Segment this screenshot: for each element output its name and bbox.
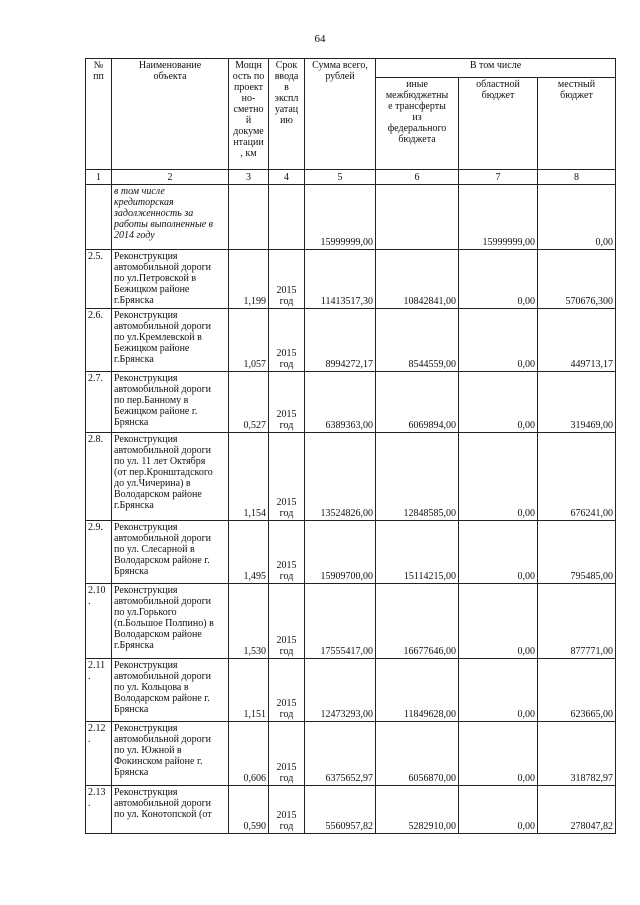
- federal-value: 6069894,00: [376, 372, 459, 433]
- row-number: 2.11 .: [86, 659, 112, 722]
- table-row: [86, 521, 616, 584]
- col-number: 6: [376, 170, 459, 185]
- deadline-value: 2015 год: [269, 722, 305, 786]
- federal-value: 16677646,00: [376, 584, 459, 659]
- deadline-value: 2015 год: [269, 786, 305, 834]
- capacity-value: 1,154: [229, 433, 269, 521]
- federal-value: 8544559,00: [376, 309, 459, 372]
- capacity-value: 1,530: [229, 584, 269, 659]
- header-including: В том числе: [376, 59, 616, 78]
- deadline-value: 2015 год: [269, 584, 305, 659]
- local-value: 449713,17: [538, 309, 616, 372]
- federal-value: 10842841,00: [376, 250, 459, 309]
- regional-value: 0,00: [459, 659, 538, 722]
- table-row: [86, 250, 616, 309]
- total-value: 11413517,30: [305, 250, 376, 309]
- local-value: 795485,00: [538, 521, 616, 584]
- col-number: 3: [229, 170, 269, 185]
- header-name: Наименование объекта: [112, 59, 229, 170]
- local-value: 318782,97: [538, 722, 616, 786]
- header-federal: иные межбюджетны е трансферты из федерального бюджета: [376, 78, 459, 170]
- col-number: 1: [86, 170, 112, 185]
- object-name: Реконструкция автомобильной дороги по ул.Горького (п.Большое Полпино) в Володарском районе г.Брянска: [112, 584, 229, 659]
- col-number: 7: [459, 170, 538, 185]
- federal-value: 11849628,00: [376, 659, 459, 722]
- regional-value: 0,00: [459, 584, 538, 659]
- federal-value: 5282910,00: [376, 786, 459, 834]
- table-row: [86, 433, 616, 521]
- header-total: Сумма всего, рублей: [305, 59, 376, 170]
- total-value: 8994272,17: [305, 309, 376, 372]
- total-value: 13524826,00: [305, 433, 376, 521]
- row-number: 2.9.: [86, 521, 112, 584]
- header-deadline: Срок ввода в экспл уатац ию: [269, 59, 305, 170]
- local-value: 570676,300: [538, 250, 616, 309]
- col-number: 5: [305, 170, 376, 185]
- local-value: 676241,00: [538, 433, 616, 521]
- total-value: 17555417,00: [305, 584, 376, 659]
- local-value: 319469,00: [538, 372, 616, 433]
- object-name: в том числе кредиторская задолженность за работы выполненные в 2014 году: [112, 185, 229, 250]
- col-number: 4: [269, 170, 305, 185]
- regional-value: 0,00: [459, 372, 538, 433]
- row-number: 2.5.: [86, 250, 112, 309]
- col-number: 8: [538, 170, 616, 185]
- table-row: [86, 185, 616, 250]
- row-number: 2.13 .: [86, 786, 112, 834]
- capacity-value: 0,590: [229, 786, 269, 834]
- row-number: 2.10 .: [86, 584, 112, 659]
- table-row: [86, 722, 616, 786]
- local-value: 877771,00: [538, 584, 616, 659]
- row-number: 2.6.: [86, 309, 112, 372]
- capacity-value: 0,606: [229, 722, 269, 786]
- regional-value: 0,00: [459, 521, 538, 584]
- object-name: Реконструкция автомобильной дороги по пер.Банному в Бежицком районе г. Брянска: [112, 372, 229, 433]
- local-value: 278047,82: [538, 786, 616, 834]
- row-number: 2.12 .: [86, 722, 112, 786]
- total-value: 15909700,00: [305, 521, 376, 584]
- header-local: местный бюджет: [538, 78, 616, 170]
- table-row: [86, 372, 616, 433]
- regional-value: 0,00: [459, 250, 538, 309]
- federal-value: 15114215,00: [376, 521, 459, 584]
- deadline-value: 2015 год: [269, 372, 305, 433]
- deadline-value: 2015 год: [269, 659, 305, 722]
- header-no: № пп: [86, 59, 112, 170]
- object-name: Реконструкция автомобильной дороги по ул. Конотопской (от: [112, 786, 229, 834]
- total-value: 6375652,97: [305, 722, 376, 786]
- object-name: Реконструкция автомобильной дороги по ул. Кольцова в Володарском районе г. Брянска: [112, 659, 229, 722]
- table-row: [86, 659, 616, 722]
- deadline-value: [269, 185, 305, 250]
- capacity-value: 1,151: [229, 659, 269, 722]
- page-number: 64: [314, 33, 326, 45]
- row-number: [86, 185, 112, 250]
- capacity-value: 1,057: [229, 309, 269, 372]
- regional-value: 15999999,00: [459, 185, 538, 250]
- deadline-value: 2015 год: [269, 309, 305, 372]
- budget-table: [85, 58, 616, 834]
- table-row: [86, 584, 616, 659]
- deadline-value: 2015 год: [269, 250, 305, 309]
- total-value: 12473293,00: [305, 659, 376, 722]
- federal-value: 12848585,00: [376, 433, 459, 521]
- row-number: 2.7.: [86, 372, 112, 433]
- row-number: 2.8.: [86, 433, 112, 521]
- header-capacity: Мощн ость по проект но- сметно й докуме нтации , км: [229, 59, 269, 170]
- table-row: [86, 786, 616, 834]
- capacity-value: 1,199: [229, 250, 269, 309]
- local-value: 623665,00: [538, 659, 616, 722]
- federal-value: [376, 185, 459, 250]
- capacity-value: 0,527: [229, 372, 269, 433]
- regional-value: 0,00: [459, 722, 538, 786]
- col-number: 2: [112, 170, 229, 185]
- object-name: Реконструкция автомобильной дороги по ул. Слесарной в Володарском районе г. Брянска: [112, 521, 229, 584]
- regional-value: 0,00: [459, 433, 538, 521]
- total-value: 5560957,82: [305, 786, 376, 834]
- deadline-value: 2015 год: [269, 433, 305, 521]
- regional-value: 0,00: [459, 309, 538, 372]
- total-value: 6389363,00: [305, 372, 376, 433]
- object-name: Реконструкция автомобильной дороги по ул.Кремлевской в Бежицком районе г.Брянска: [112, 309, 229, 372]
- total-value: 15999999,00: [305, 185, 376, 250]
- local-value: 0,00: [538, 185, 616, 250]
- object-name: Реконструкция автомобильной дороги по ул. Южной в Фокинском районе г. Брянска: [112, 722, 229, 786]
- object-name: Реконструкция автомобильной дороги по ул.Петровской в Бежицком районе г.Брянска: [112, 250, 229, 309]
- regional-value: 0,00: [459, 786, 538, 834]
- column-numbers-row: [86, 170, 616, 185]
- capacity-value: 1,495: [229, 521, 269, 584]
- deadline-value: 2015 год: [269, 521, 305, 584]
- federal-value: 6056870,00: [376, 722, 459, 786]
- capacity-value: [229, 185, 269, 250]
- header-regional: областной бюджет: [459, 78, 538, 170]
- object-name: Реконструкция автомобильной дороги по ул. 11 лет Октября (от пер.Кронштадского до ул.Чичерина) в Володарском районе г.Брянска: [112, 433, 229, 521]
- table-row: [86, 309, 616, 372]
